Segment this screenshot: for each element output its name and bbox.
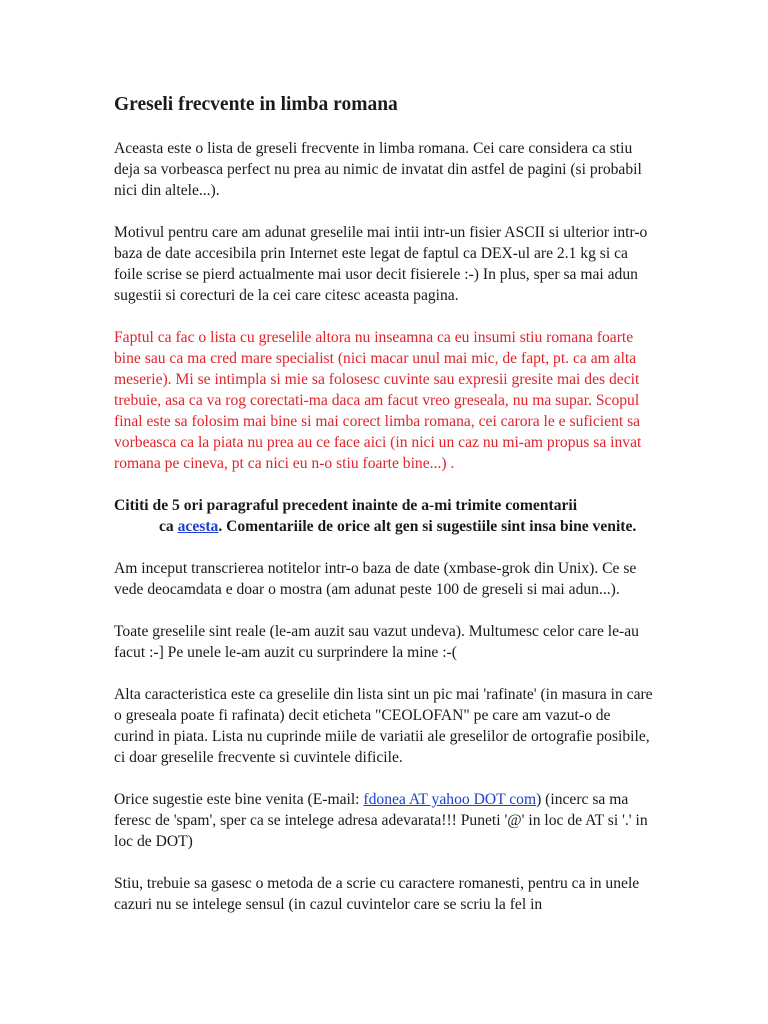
- bold-notice-suffix: . Comentariile de orice alt gen si sugestiile sint insa bine venite.: [218, 518, 637, 535]
- email-link[interactable]: fdonea AT yahoo DOT com: [363, 791, 537, 808]
- email-suffix: ) (incerc sa ma feresc de 'spam', sper ca se intelege adresa adevarata!!! Puneti '@' in loc de AT si '.' in loc de DOT): [114, 791, 648, 850]
- paragraph-motive: Motivul pentru care am adunat greselile mai intii intr-un fisier ASCII si ulterior intr-o baza de date accesibila prin Internet este legat de faptul ca DEX-ul are 2.1 kg si ca foile scrise se pierd actualmente mai usor decit fisierele :-) In plus, sper sa mai adun sugestii si corecturi de la cei care citesc aceasta pagina.: [114, 224, 648, 304]
- document-page: [114, 92, 654, 936]
- bold-notice-line2: [114, 518, 636, 535]
- paragraph-intro: Aceasta este o lista de greseli frecvente in limba romana. Cei care considera ca stiu deja sa vorbeasca perfect nu prea au nimic de invatat din astfel de pagini (si probabil nici din altele...).: [114, 140, 642, 199]
- paragraph-characteristics: Alta caracteristica este ca greselile din lista sint un pic mai 'rafinate' (in masura in care o greseala poate fi rafinata) decit eticheta "CEOLOFAN" pe care am vazut-o de curind in piata. Lista nu cuprinde miile de variatii ale greselilor de ortografie posibile, ci doar greselile frecvente si cuvintele dificile.: [114, 686, 653, 766]
- page-title: Greseli frecvente in limba romana: [114, 94, 398, 115]
- paragraph-transcription: Am inceput transcrierea notitelor intr-o baza de date (xmbase-grok din Unix). Ce se vede deocamdata e doar o mostra (am adunat peste 100 de greseli si mai adun...).: [114, 560, 637, 598]
- bold-notice-prefix: ca: [159, 518, 178, 535]
- paragraph-email: [114, 789, 654, 852]
- bold-notice-line1: Cititi de 5 ori paragraful precedent inainte de a-mi trimite comentarii: [114, 497, 578, 514]
- bold-notice: [114, 495, 654, 537]
- email-prefix: Orice sugestie este bine venita (E-mail:: [114, 791, 364, 808]
- paragraph-disclaimer: Faptul ca fac o lista cu greselile altora nu inseamna ca eu insumi stiu romana foarte bine sau ca ma cred mare specialist (nici macar unul mai mic, de fapt, pt. ca am alta meserie). Mi se intimpla si mie sa folosesc cuvinte sau expresii gresite mai des decit trebuie, asa ca va rog corectati-ma daca am facut vreo greseala, nu ma supar. Scopul final este sa folosim mai bine si mai corect limba romana, cei carora le e suficient sa vorbeasca ca la piata nu prea au ce face aici (in nici un caz nu mi-am propus sa invat romana pe cineva, pt ca nici eu n-o stiu foarte bine...) .: [114, 329, 642, 472]
- acesta-link[interactable]: acesta: [177, 518, 219, 535]
- paragraph-real-errors: Toate greselile sint reale (le-am auzit sau vazut undeva). Multumesc celor care le-au facut :-] Pe unele le-am auzit cu surprindere la mine :-(: [114, 623, 639, 661]
- paragraph-encoding: Stiu, trebuie sa gasesc o metoda de a scrie cu caractere romanesti, pentru ca in unele cazuri nu se intelege sensul (in cazul cuvintelor care se scriu la fel in: [114, 875, 640, 913]
